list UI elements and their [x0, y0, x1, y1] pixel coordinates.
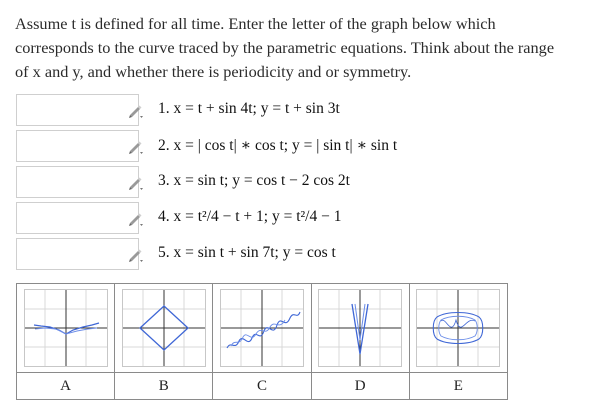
graph-e-icon[interactable] [416, 289, 500, 367]
answer-input-2[interactable] [16, 130, 139, 162]
prompt-line-2: corresponds to the curve traced by the parametric equations. Think about the range [15, 38, 555, 57]
equation-2: 2. x = | cos t| ∗ cos t; y = | sin t| ∗ sin t [158, 137, 398, 154]
equation-3: 3. x = sin t; y = cos t − 2 cos 2t [158, 172, 350, 189]
prompt-line-3: of x and y, and whether there is periodicity and or symmetry. [15, 62, 412, 81]
answer-row-2 [16, 130, 486, 166]
pencil-icon[interactable] [126, 173, 146, 193]
answer-input-5[interactable] [16, 238, 139, 270]
graph-cell-e[interactable] [409, 284, 507, 373]
answer-row-1 [16, 94, 486, 130]
answer-input-1[interactable] [16, 94, 139, 126]
equation-1: 1. x = t + sin 4t; y = t + sin 3t [158, 100, 340, 117]
answer-input-4[interactable] [16, 202, 139, 234]
question-prompt [15, 12, 585, 84]
graph-label-a: A [17, 373, 115, 400]
graph-cell-d[interactable] [311, 284, 409, 373]
equation-4: 4. x = t²/4 − t + 1; y = t²/4 − 1 [158, 208, 342, 225]
graph-cell-b[interactable] [115, 284, 213, 373]
equation-5: 5. x = sin t + sin 7t; y = cos t [158, 244, 336, 261]
graph-b-icon[interactable] [122, 289, 206, 367]
prompt-line-1: Assume t is defined for all time. Enter the letter of the graph below which [15, 14, 496, 33]
graph-label-d: D [311, 373, 409, 400]
graph-label-c: C [213, 373, 311, 400]
answer-row-4 [16, 202, 486, 238]
graph-a-icon[interactable] [24, 289, 108, 367]
graph-choice-table [16, 283, 508, 400]
pencil-icon[interactable] [126, 137, 146, 157]
graph-cell-a[interactable] [17, 284, 115, 373]
answer-input-3[interactable] [16, 166, 139, 198]
pencil-icon[interactable] [126, 209, 146, 229]
pencil-icon[interactable] [126, 245, 146, 265]
graph-d-icon[interactable] [318, 289, 402, 367]
answer-row-5 [16, 238, 486, 274]
answer-list [16, 94, 486, 274]
answer-row-3 [16, 166, 486, 202]
pencil-icon[interactable] [126, 101, 146, 121]
graph-label-e: E [409, 373, 507, 400]
graph-label-b: B [115, 373, 213, 400]
graph-c-icon[interactable] [220, 289, 304, 367]
graph-cell-c[interactable] [213, 284, 311, 373]
